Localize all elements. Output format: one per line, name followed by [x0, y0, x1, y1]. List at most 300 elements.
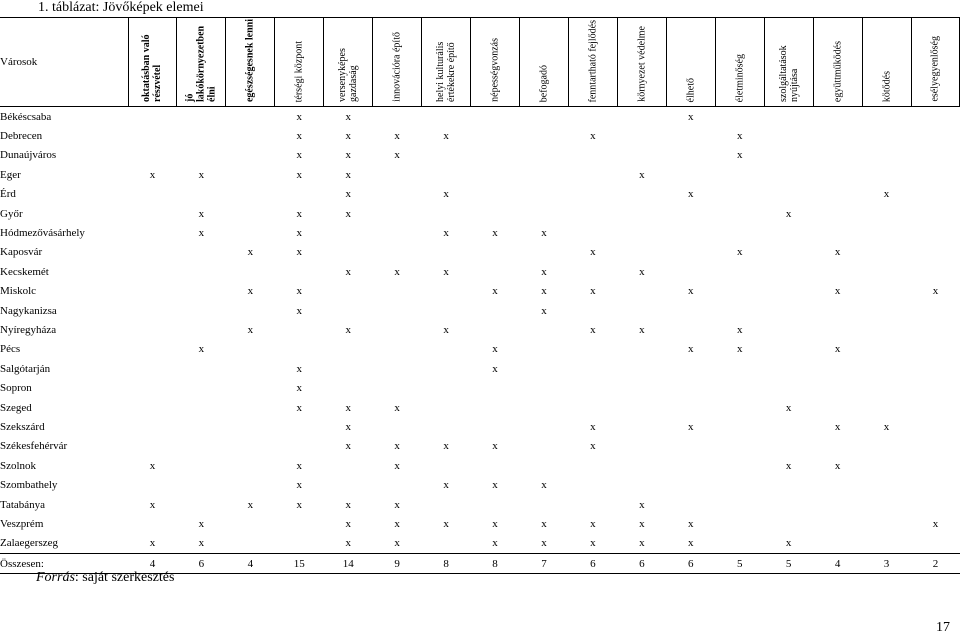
table-cell: [666, 146, 715, 165]
table-cell: [617, 146, 666, 165]
table-cell: [911, 165, 960, 184]
table-cell: x: [834, 285, 841, 298]
table-cell: x: [639, 537, 645, 550]
table-cell: [813, 165, 862, 184]
table-cell: [911, 378, 960, 397]
table-row: [0, 534, 960, 554]
table-cell: x: [345, 498, 351, 511]
table-cell: [813, 514, 862, 533]
table-cell: [520, 456, 569, 475]
table-cell: [911, 417, 960, 436]
table-cell: [617, 243, 666, 262]
table-cell: x: [296, 110, 303, 123]
table-cell: [568, 340, 617, 359]
table-cell: [568, 146, 617, 165]
table-cell: x: [345, 207, 351, 220]
table-cell: [128, 475, 177, 494]
table-cell: x: [247, 498, 254, 511]
total-cell: 2: [911, 553, 960, 573]
table-cell: [862, 165, 911, 184]
table-cell: x: [443, 440, 449, 453]
table-cell: [128, 107, 177, 127]
table-cell: [520, 185, 569, 204]
table-cell: [911, 204, 960, 223]
table-cell: x: [149, 459, 156, 472]
table-row: [0, 398, 960, 417]
total-cell: 8: [471, 553, 520, 573]
city-name: Szeged: [0, 401, 32, 414]
city-name: Zalaegerszeg: [0, 537, 59, 550]
table-cell: [666, 165, 715, 184]
table-cell: [226, 340, 275, 359]
column-header: [617, 18, 666, 107]
table-cell: [715, 282, 764, 301]
table-cell: x: [296, 246, 303, 259]
table-cell: [324, 243, 373, 262]
table-cell: [715, 378, 764, 397]
total-cell: 6: [177, 553, 226, 573]
table-cell: [813, 320, 862, 339]
table-cell: [226, 378, 275, 397]
vision-elements-table: [0, 17, 960, 574]
table-cell: [373, 301, 422, 320]
column-header-label: környezet védelme: [636, 26, 648, 102]
city-name: Kaposvár: [0, 246, 43, 259]
table-cell: [568, 301, 617, 320]
table-cell: [520, 243, 569, 262]
table-cell: [568, 262, 617, 281]
table-cell: [177, 475, 226, 494]
table-cell: [471, 301, 520, 320]
table-cell: [862, 534, 911, 554]
table-cell: [275, 320, 324, 339]
table-cell: x: [443, 265, 449, 278]
table-cell: [666, 126, 715, 145]
table-cell: x: [394, 130, 400, 143]
table-cell: [666, 301, 715, 320]
city-name: Nyíregyháza: [0, 323, 57, 336]
table-cell: x: [345, 149, 351, 162]
table-cell: x: [492, 227, 498, 240]
table-cell: [275, 534, 324, 554]
table-cell: [422, 165, 471, 184]
total-cell: 4: [226, 553, 275, 573]
table-cell: x: [932, 517, 939, 530]
column-header: [568, 18, 617, 107]
total-cell: 9: [373, 553, 422, 573]
table-cell: x: [541, 304, 547, 317]
table-cell: [862, 437, 911, 456]
table-cell: [764, 107, 813, 127]
table-cell: x: [492, 479, 498, 492]
table-cell: [226, 534, 275, 554]
table-cell: [520, 398, 569, 417]
table-cell: [324, 301, 373, 320]
table-cell: x: [296, 479, 303, 492]
table-cell: [666, 475, 715, 494]
table-cell: [764, 340, 813, 359]
table-cell: [813, 262, 862, 281]
table-cell: [471, 165, 520, 184]
table-cell: x: [394, 440, 400, 453]
table-cell: [764, 146, 813, 165]
table-cell: [471, 243, 520, 262]
table-cell: [128, 359, 177, 378]
city-name: Tatabánya: [0, 498, 46, 511]
table-cell: [911, 475, 960, 494]
table-cell: [617, 359, 666, 378]
table-cell: [911, 320, 960, 339]
table-cell: [226, 514, 275, 533]
table-cell: x: [590, 420, 596, 433]
table-cell: x: [345, 188, 351, 201]
table-cell: [862, 475, 911, 494]
city-name: Nagykanizsa: [0, 304, 57, 317]
column-header: [911, 18, 960, 107]
table-cell: x: [932, 285, 939, 298]
table-cell: [617, 282, 666, 301]
column-header: [764, 18, 813, 107]
table-cell: [177, 107, 226, 127]
table-cell: x: [296, 285, 303, 298]
table-cell: [177, 243, 226, 262]
table-cell: [862, 282, 911, 301]
table-cell: [568, 107, 617, 127]
table-cell: [568, 495, 617, 514]
table-cell: [275, 185, 324, 204]
table-cell: [764, 243, 813, 262]
table-cell: [617, 398, 666, 417]
column-header-label: versenyképes gazdaság: [337, 48, 360, 102]
table-cell: [226, 475, 275, 494]
city-name: Veszprém: [0, 517, 44, 530]
table-cell: [128, 398, 177, 417]
table-cell: x: [296, 168, 303, 181]
table-cell: x: [639, 265, 645, 278]
table-cell: x: [247, 285, 254, 298]
table-cell: [813, 185, 862, 204]
table-cell: [177, 378, 226, 397]
table-cell: x: [345, 130, 351, 143]
source-text: : saját szerkesztés: [74, 570, 175, 585]
table-cell: [813, 204, 862, 223]
table-cell: [520, 495, 569, 514]
table-cell: [862, 107, 911, 127]
column-header-label: befogadó: [538, 64, 550, 102]
table-cell: [177, 126, 226, 145]
table-cell: [520, 340, 569, 359]
table-cell: [177, 262, 226, 281]
table-cell: [568, 185, 617, 204]
table-cell: x: [492, 440, 498, 453]
table-row: [0, 223, 960, 242]
table-cell: [520, 126, 569, 145]
table-cell: x: [639, 323, 645, 336]
table-cell: x: [883, 188, 890, 201]
table-cell: [471, 320, 520, 339]
table-cell: x: [590, 246, 596, 259]
table-cell: [275, 514, 324, 533]
table-cell: x: [296, 401, 303, 414]
table-cell: [715, 456, 764, 475]
table-cell: [471, 398, 520, 417]
table-cell: [422, 340, 471, 359]
table-cell: [177, 282, 226, 301]
table-cell: [715, 534, 764, 554]
table-cell: [862, 495, 911, 514]
table-cell: x: [345, 517, 351, 530]
table-cell: x: [639, 517, 645, 530]
source-label: Forrás: [36, 570, 75, 585]
city-name: Miskolc: [0, 285, 37, 298]
table-cell: x: [296, 149, 303, 162]
table-cell: x: [541, 517, 547, 530]
table-cell: [666, 495, 715, 514]
table-cell: [177, 456, 226, 475]
table-cell: x: [345, 440, 351, 453]
table-cell: [911, 262, 960, 281]
table-cell: x: [834, 246, 841, 259]
total-cell: 5: [715, 553, 764, 573]
column-header-label: térségi központ: [293, 40, 305, 102]
table-row: [0, 262, 960, 281]
table-cell: [226, 398, 275, 417]
total-cell: 7: [520, 553, 569, 573]
table-cell: [666, 437, 715, 456]
column-header: [715, 18, 764, 107]
table-cell: [128, 340, 177, 359]
table-cell: [128, 223, 177, 242]
table-cell: [764, 359, 813, 378]
table-cell: x: [688, 517, 694, 530]
table-cell: [226, 456, 275, 475]
table-cell: [911, 146, 960, 165]
table-cell: x: [345, 323, 351, 336]
table-cell: x: [296, 227, 303, 240]
table-cell: [568, 398, 617, 417]
column-header-label: egészségesnek lenni: [244, 18, 256, 102]
table-cell: [226, 185, 275, 204]
table-row: [0, 340, 960, 359]
table-cell: x: [394, 401, 400, 414]
table-cell: x: [296, 130, 303, 143]
source-note: [36, 570, 174, 586]
table-cell: [520, 320, 569, 339]
city-name: Debrecen: [0, 130, 43, 143]
table-cell: [715, 495, 764, 514]
table-cell: [911, 495, 960, 514]
table-cell: [813, 126, 862, 145]
table-cell: [715, 185, 764, 204]
table-cell: [666, 456, 715, 475]
total-cell: 6: [666, 553, 715, 573]
table-cell: [128, 301, 177, 320]
total-cell: 15: [275, 553, 324, 573]
table-cell: [715, 262, 764, 281]
table-cell: x: [394, 459, 400, 472]
table-row: [0, 359, 960, 378]
table-cell: x: [296, 207, 303, 220]
table-cell: [226, 262, 275, 281]
table-cell: x: [639, 498, 645, 511]
table-cell: [764, 126, 813, 145]
table-cell: [373, 340, 422, 359]
table-cell: x: [541, 479, 547, 492]
table-cell: [128, 262, 177, 281]
table-cell: [177, 417, 226, 436]
table-cell: x: [590, 537, 596, 550]
table-cell: x: [736, 343, 743, 356]
table-cell: x: [247, 323, 254, 336]
table-row: [0, 107, 960, 127]
table-cell: [764, 437, 813, 456]
column-header: [128, 18, 177, 107]
table-cell: x: [443, 188, 449, 201]
city-name: Békéscsaba: [0, 110, 52, 123]
table-cell: x: [198, 227, 205, 240]
table-cell: x: [345, 537, 351, 550]
table-cell: x: [541, 227, 547, 240]
table-header-row: [0, 18, 960, 107]
table-cell: [471, 146, 520, 165]
table-cell: [813, 398, 862, 417]
table-cell: [813, 146, 862, 165]
table-cell: [324, 456, 373, 475]
total-cell: 4: [813, 553, 862, 573]
table-cell: [226, 204, 275, 223]
table-cell: [911, 301, 960, 320]
table-cell: [862, 126, 911, 145]
table-cell: [520, 417, 569, 436]
table-row: [0, 146, 960, 165]
table-cell: x: [394, 265, 400, 278]
table-cell: [666, 204, 715, 223]
table-cell: [911, 398, 960, 417]
column-header-label: kötődés: [881, 70, 893, 102]
table-cell: [715, 475, 764, 494]
table-cell: x: [443, 227, 449, 240]
table-cell: x: [590, 130, 596, 143]
table-cell: [911, 456, 960, 475]
table-cell: [715, 437, 764, 456]
city-name: Hódmezővásárhely: [0, 227, 85, 240]
totals-label: Összesen:: [0, 553, 128, 573]
table-cell: [520, 165, 569, 184]
table-cell: [715, 223, 764, 242]
table-cell: [177, 146, 226, 165]
total-cell: 8: [422, 553, 471, 573]
header-cities: Városok: [0, 18, 128, 107]
table-cell: [275, 417, 324, 436]
table-cell: x: [345, 110, 351, 123]
table-cell: [764, 417, 813, 436]
table-row: [0, 495, 960, 514]
table-cell: [862, 146, 911, 165]
table-cell: [715, 301, 764, 320]
table-cell: [226, 146, 275, 165]
table-row: [0, 301, 960, 320]
table-cell: [911, 359, 960, 378]
table-cell: [715, 204, 764, 223]
table-cell: [568, 378, 617, 397]
table-cell: x: [296, 304, 303, 317]
table-cell: [422, 301, 471, 320]
table-cell: [715, 165, 764, 184]
table-cell: [715, 514, 764, 533]
table-cell: [128, 146, 177, 165]
column-header-label: innovációra építő: [391, 32, 403, 102]
table-cell: [617, 340, 666, 359]
table-cell: [373, 417, 422, 436]
table-cell: [471, 456, 520, 475]
table-cell: x: [394, 517, 400, 530]
table-cell: x: [394, 498, 400, 511]
table-cell: [764, 514, 813, 533]
table-cell: [177, 495, 226, 514]
table-cell: [568, 165, 617, 184]
table-cell: [520, 146, 569, 165]
column-header-label: jó lakókörnyezetben élni: [184, 25, 218, 102]
table-cell: x: [296, 498, 303, 511]
column-header: [422, 18, 471, 107]
table-cell: [128, 185, 177, 204]
table-cell: [422, 359, 471, 378]
table-cell: [373, 204, 422, 223]
table-row: [0, 417, 960, 436]
table-cell: [911, 185, 960, 204]
table-cell: [275, 340, 324, 359]
table-cell: [715, 359, 764, 378]
column-header-label: életminőség: [734, 53, 746, 102]
city-name: Szekszárd: [0, 420, 45, 433]
city-name: Székesfehérvár: [0, 440, 68, 453]
table-cell: x: [394, 537, 400, 550]
table-row: [0, 204, 960, 223]
table-cell: [226, 107, 275, 127]
column-header-label: fenntartható fejlődés: [587, 19, 599, 102]
table-cell: x: [736, 149, 743, 162]
table-cell: [373, 185, 422, 204]
table-cell: [862, 378, 911, 397]
table-cell: [177, 320, 226, 339]
table-cell: x: [492, 362, 498, 375]
table-cell: [471, 126, 520, 145]
column-header: [324, 18, 373, 107]
table-cell: [568, 456, 617, 475]
table-row: [0, 185, 960, 204]
table-cell: x: [688, 188, 694, 201]
table-cell: [764, 301, 813, 320]
city-name: Dunaújváros: [0, 149, 57, 162]
table-cell: [764, 262, 813, 281]
table-cell: x: [443, 130, 449, 143]
table-cell: x: [541, 285, 547, 298]
table-cell: [617, 223, 666, 242]
table-cell: [422, 456, 471, 475]
table-cell: [666, 262, 715, 281]
table-cell: [520, 107, 569, 127]
table-cell: [520, 437, 569, 456]
table-cell: [617, 475, 666, 494]
table-cell: x: [345, 401, 351, 414]
city-name: Érd: [0, 188, 16, 201]
table-cell: [666, 223, 715, 242]
total-cell: 14: [324, 553, 373, 573]
table-cell: [422, 495, 471, 514]
table-cell: x: [541, 537, 547, 550]
table-cell: [764, 165, 813, 184]
table-cell: [373, 378, 422, 397]
